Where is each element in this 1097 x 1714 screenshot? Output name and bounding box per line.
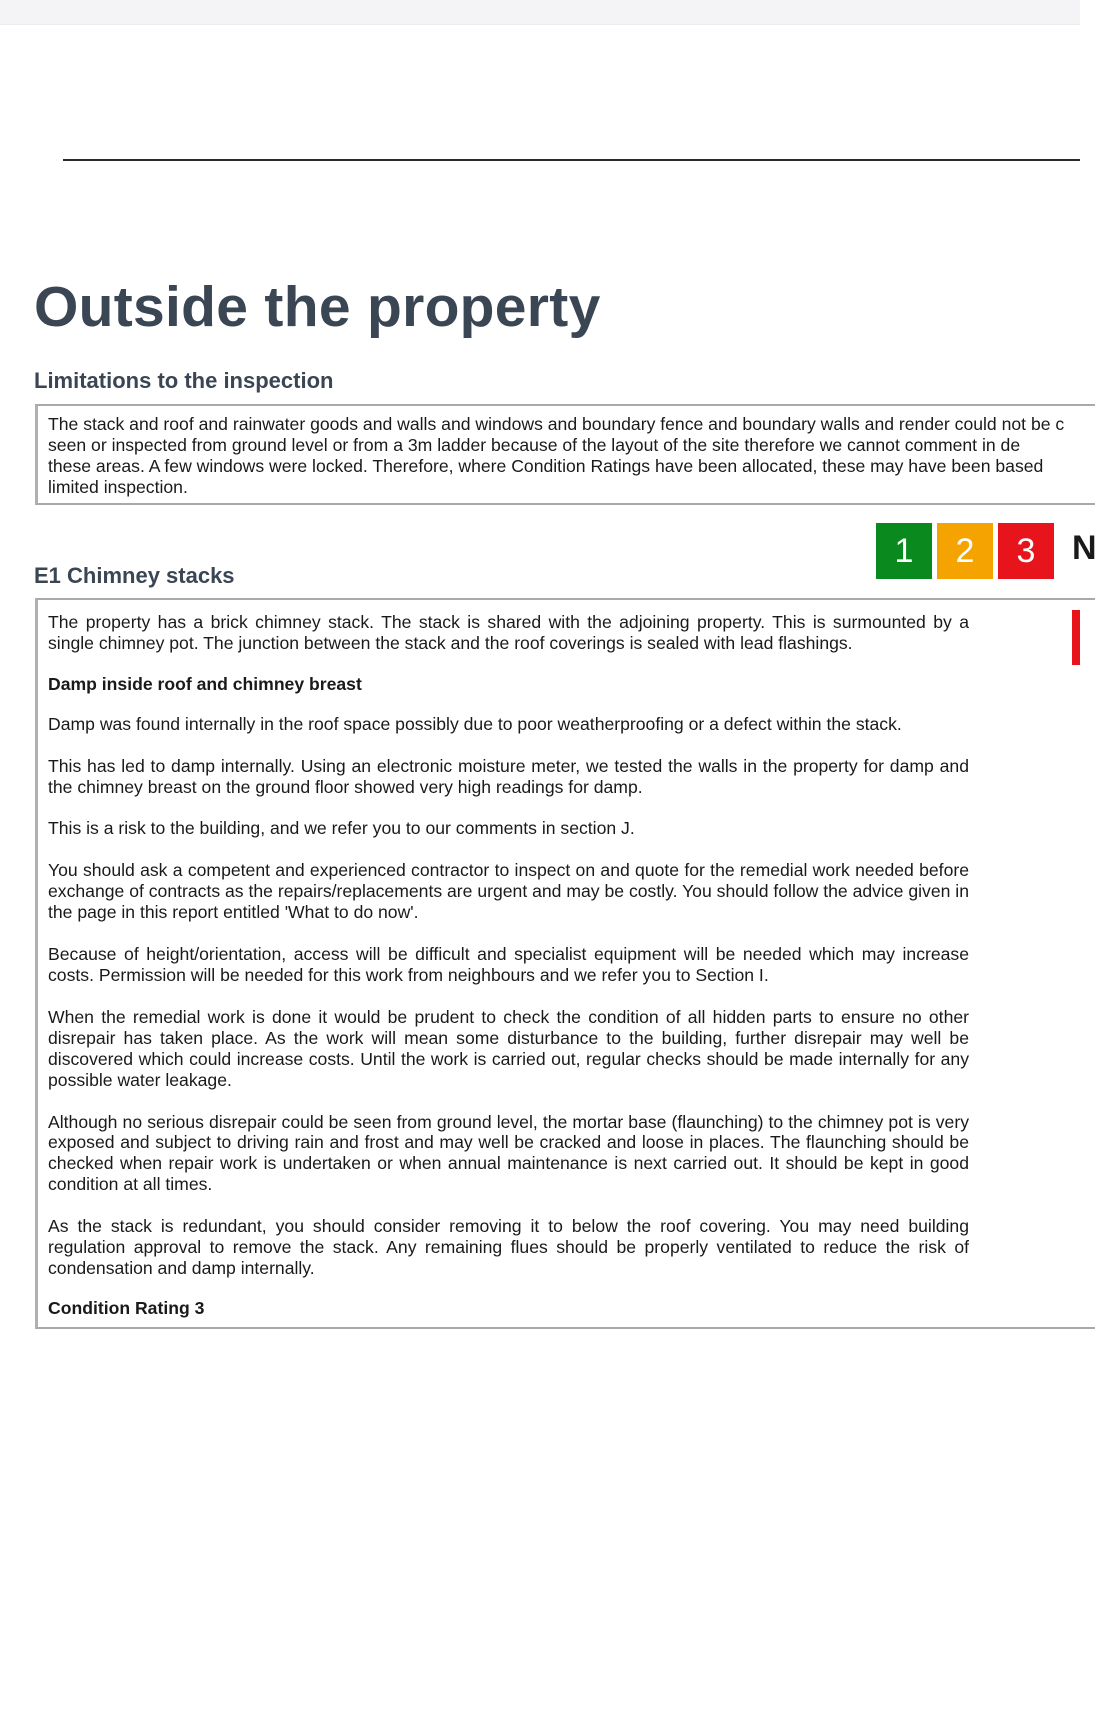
body-paragraph: Damp was found internally in the roof space possibly due to poor weatherproofing or a defect within the stack. xyxy=(48,713,902,734)
damp-subheading: Damp inside roof and chimney breast xyxy=(48,673,362,694)
rating-1-badge xyxy=(876,523,932,579)
condition-rating-key xyxy=(876,523,1054,579)
limitations-box xyxy=(35,404,1095,505)
body-paragraph: As the stack is redundant, you should consider removing it to below the roof covering. You may need building regulation approval to remove the stack. Any remaining flues should be properly ventilated to reduce the risk of condensation and damp internally. xyxy=(48,1216,969,1278)
rating-ni-label-cut: N xyxy=(1072,529,1097,567)
limitations-line: these areas. A few windows were locked. Therefore, where Condition Ratings have been allocated, these may have been based xyxy=(48,455,1044,476)
rating-2-badge xyxy=(937,523,993,579)
body-paragraph: This is a risk to the building, and we refer you to our comments in section J. xyxy=(48,818,635,839)
selected-rating-marker xyxy=(1072,610,1080,665)
page-title: Outside the property xyxy=(34,275,601,339)
body-paragraph: Because of height/orientation, access will be difficult and specialist equipment will be needed which may increase costs. Permission will be needed for this work from neighbours and we refer you to Section I. xyxy=(48,944,969,985)
rating-1-label: 1 xyxy=(894,531,914,570)
limitations-line: limited inspection. xyxy=(48,476,188,497)
body-paragraph: Although no serious disrepair could be seen from ground level, the mortar base (flaunching) to the chimney pot is very exposed and subject to driving rain and frost and may well be cracked and loose in places. The flaunching should be checked when repair work is undertaken or when annual maintenance is next carried out. It should be kept in good condition at all times. xyxy=(48,1111,969,1195)
top-status-strip xyxy=(0,0,1080,25)
chimney-stacks-body xyxy=(48,612,969,1319)
chimney-stacks-box xyxy=(35,598,1095,1329)
rating-2-label: 2 xyxy=(955,531,975,570)
body-paragraph: When the remedial work is done it would be prudent to check the condition of all hidden parts to ensure no other disrepair has taken place. As the work will mean some disturbance to the building, further disrepair may well be discovered which could increase costs. Until the work is carried out, regular checks should be made internally for any possible water leakage. xyxy=(48,1006,969,1090)
rating-3-label: 3 xyxy=(1016,531,1036,570)
body-paragraph: This has led to damp internally. Using an electronic moisture meter, we tested the walls in the property for damp and the chimney breast on the ground floor showed very high readings for damp. xyxy=(48,755,969,797)
limitations-line: The stack and roof and rainwater goods and walls and windows and boundary fence and boundary walls and render could not be c xyxy=(48,414,1065,434)
rating-3-badge xyxy=(998,523,1054,579)
body-paragraph: You should ask a competent and experienced contractor to inspect on and quote for the remedial work needed before exchange of contracts as the repairs/replacements are urgent and may be costly. You should follow the advice given in the page in this report entitled 'What to do now'. xyxy=(48,860,969,923)
limitations-line: seen or inspected from ground level or from a 3m ladder because of the layout of the site therefore we cannot comment in de xyxy=(48,434,1021,455)
limitations-heading: Limitations to the inspection xyxy=(34,368,334,393)
header-divider xyxy=(63,159,1080,161)
chimney-stacks-heading: E1 Chimney stacks xyxy=(34,563,235,588)
intro-paragraph: The property has a brick chimney stack. The stack is shared with the adjoining property. This is surmounted by a single chimney pot. The junction between the stack and the roof coverings is sealed with lead flashings. xyxy=(48,612,969,653)
condition-rating-text: Condition Rating 3 xyxy=(48,1297,205,1318)
